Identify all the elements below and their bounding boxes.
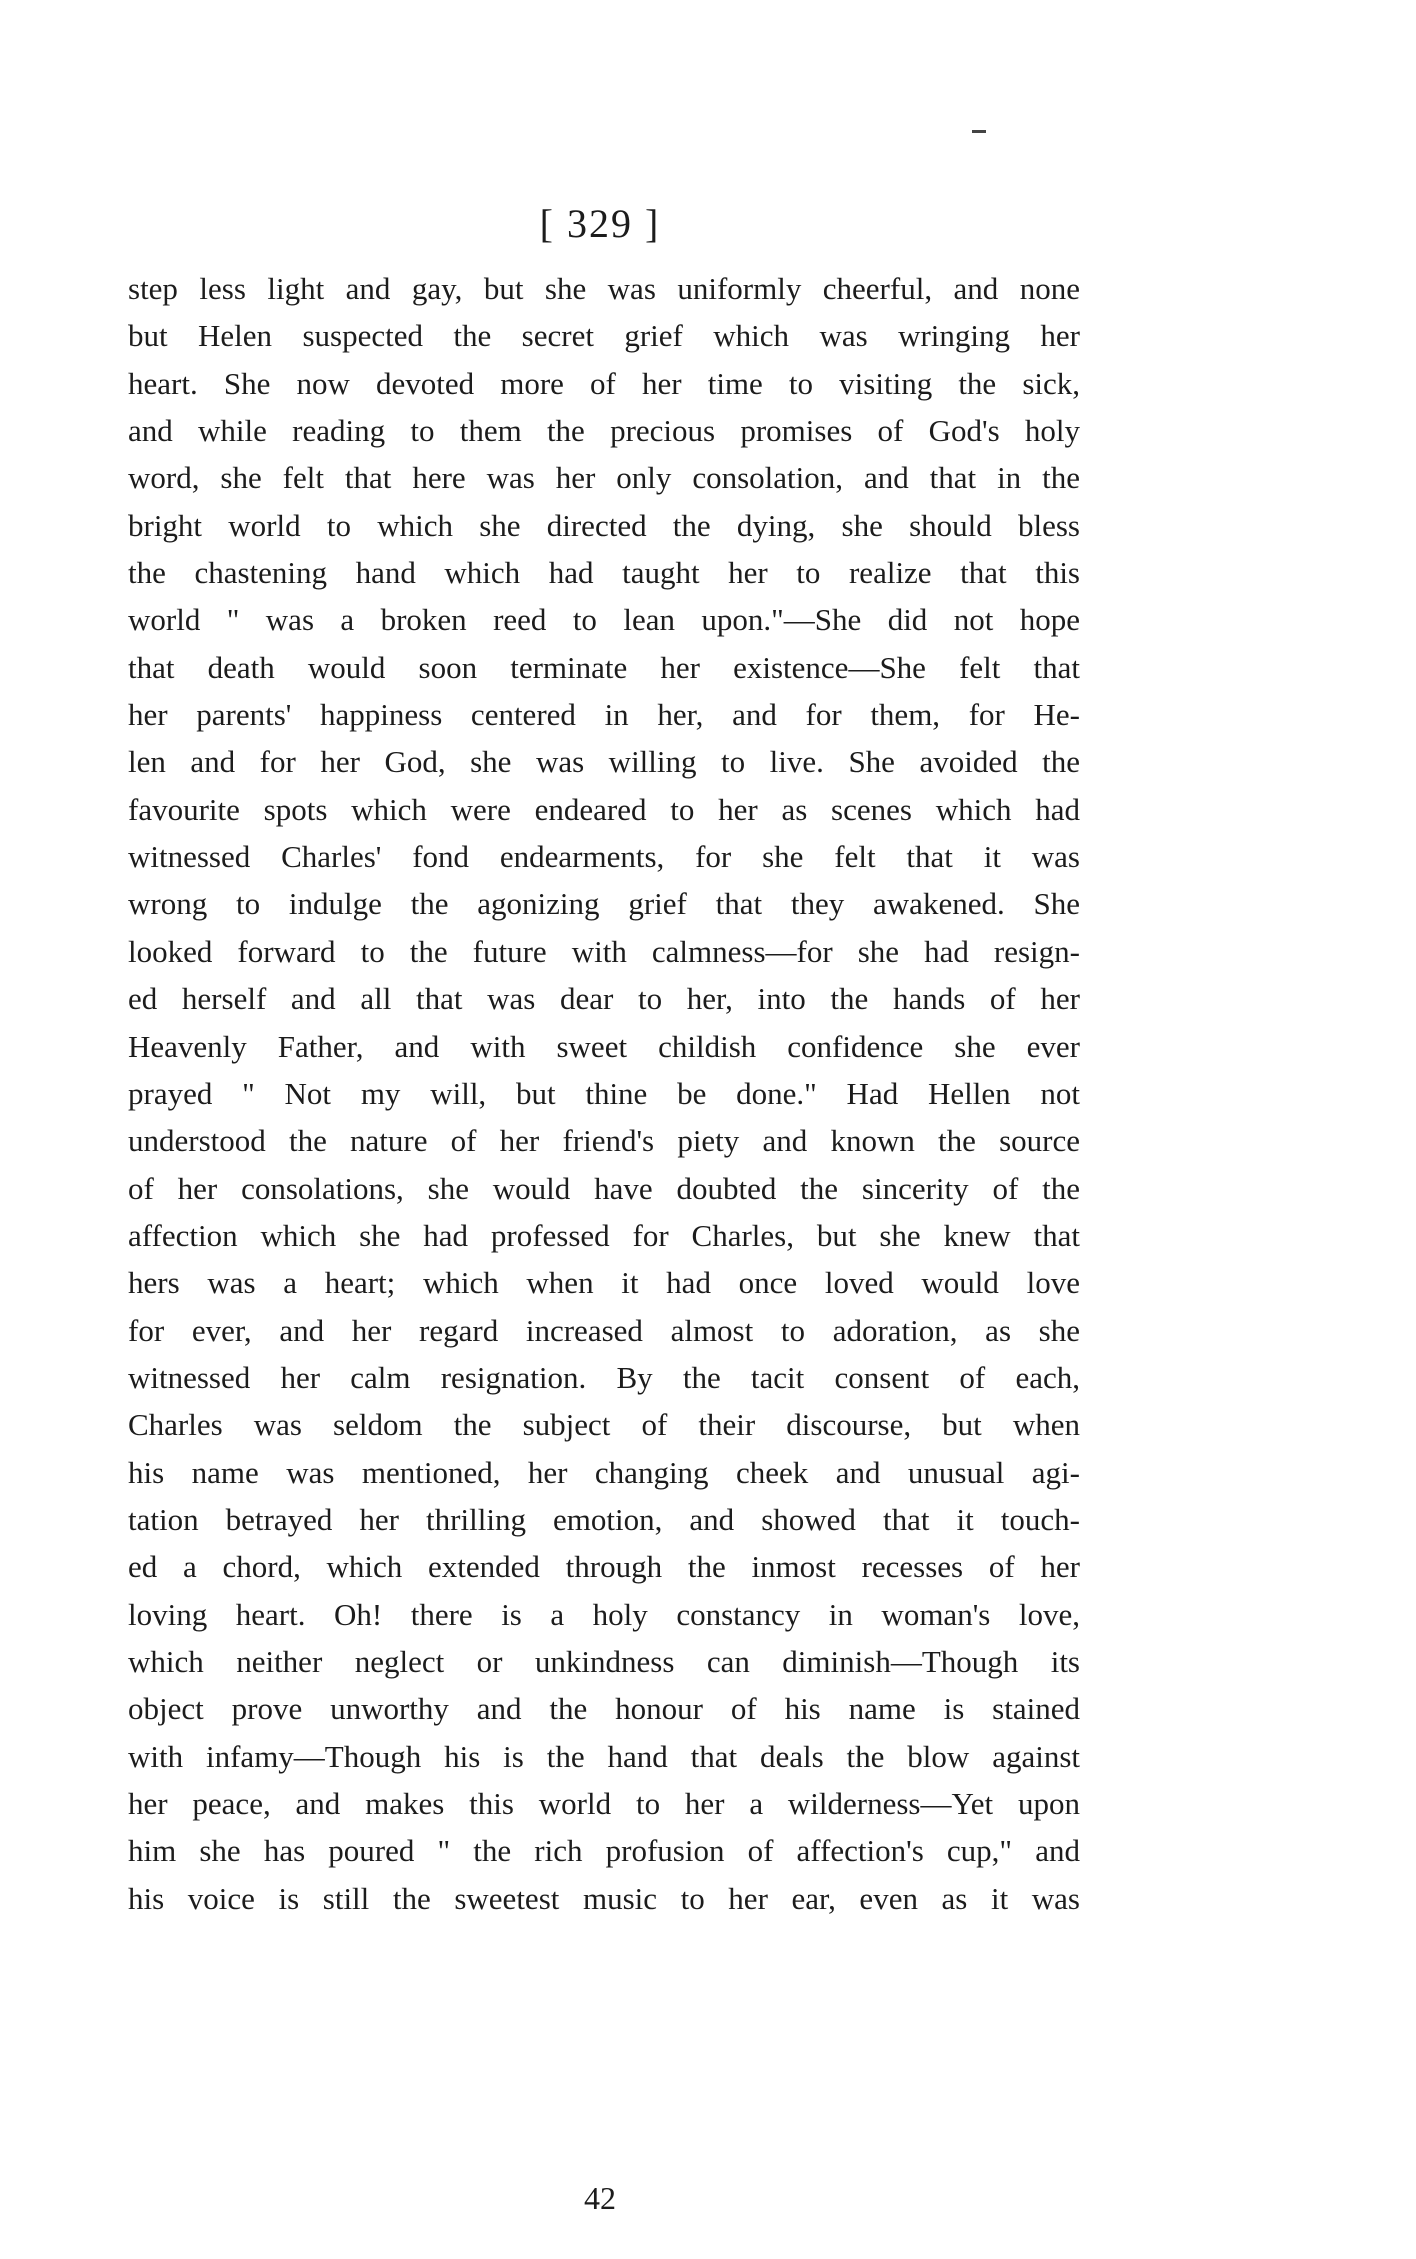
text-line: world " was a broken reed to lean upon."—She did not hope xyxy=(128,602,1080,638)
text-line: wrong to indulge the agonizing grief that they awakened. She xyxy=(128,886,1080,922)
text-line: Heavenly Father, and with sweet childish confidence she ever xyxy=(128,1028,1080,1064)
text-line: and while reading to them the precious promises of God's holy xyxy=(128,413,1080,449)
text-line: of her consolations, she would have doubted the sincerity of the xyxy=(128,1170,1080,1206)
text-line: word, she felt that here was her only consolation, and that in the xyxy=(128,460,1080,496)
text-line: that death would soon terminate her existence—She felt that xyxy=(128,649,1080,685)
text-line: which neither neglect or unkindness can diminish—Though its xyxy=(128,1643,1080,1679)
text-line: the chastening hand which had taught her to realize that this xyxy=(128,555,1080,591)
text-line: Charles was seldom the subject of their discourse, but when xyxy=(128,1407,1080,1443)
text-line: his voice is still the sweetest music to her ear, even as it was xyxy=(128,1880,1080,1916)
text-line: her peace, and makes this world to her a wilderness—Yet upon xyxy=(128,1786,1080,1821)
body-text xyxy=(128,265,1080,1922)
text-line: heart. She now devoted more of her time to visiting the sick, xyxy=(128,365,1080,401)
text-line: prayed " Not my will, but thine be done." Had Hellen not xyxy=(128,1075,1080,1111)
text-line: him she has poured " the rich profusion of affection's cup," and xyxy=(128,1833,1080,1869)
text-line: affection which she had professed for Charles, but she knew that xyxy=(128,1217,1080,1253)
text-line: with infamy—Though his is the hand that deals the blow against xyxy=(128,1738,1080,1774)
text-line: but Helen suspected the secret grief which was wringing her xyxy=(128,318,1080,354)
text-line: understood the nature of her friend's piety and known the source xyxy=(128,1123,1080,1159)
text-line: hers was a heart; which when it had once loved would love xyxy=(128,1265,1080,1301)
text-line: witnessed Charles' fond endearments, for she felt that it was xyxy=(128,839,1080,875)
text-line: tation betrayed her thrilling emotion, and showed that it touch- xyxy=(128,1501,1080,1537)
stray-mark xyxy=(972,130,986,133)
text-line: len and for her God, she was willing to live. She avoided the xyxy=(128,744,1080,780)
text-line: looked forward to the future with calmness—for she had resign- xyxy=(128,933,1080,969)
text-line: step less light and gay, but she was uniformly cheerful, and none xyxy=(128,271,1080,306)
text-line: witnessed her calm resignation. By the tacit consent of each, xyxy=(128,1359,1080,1395)
signature-mark: 42 xyxy=(584,2180,616,2216)
text-line: loving heart. Oh! there is a holy constancy in woman's love, xyxy=(128,1596,1080,1632)
text-line: favourite spots which were endeared to her as scenes which had xyxy=(128,791,1080,827)
page-number: [ 329 ] xyxy=(539,201,661,246)
text-line: object prove unworthy and the honour of his name is stained xyxy=(128,1691,1080,1727)
text-line: ed a chord, which extended through the inmost recesses of her xyxy=(128,1549,1080,1585)
text-line: bright world to which she directed the dying, she should bless xyxy=(128,507,1080,543)
text-line: for ever, and her regard increased almost to adoration, as she xyxy=(128,1312,1080,1348)
text-line: his name was mentioned, her changing cheek and unusual agi- xyxy=(128,1454,1080,1490)
text-line: her parents' happiness centered in her, and for them, for He- xyxy=(128,697,1080,733)
text-line: ed herself and all that was dear to her, into the hands of her xyxy=(128,981,1080,1017)
